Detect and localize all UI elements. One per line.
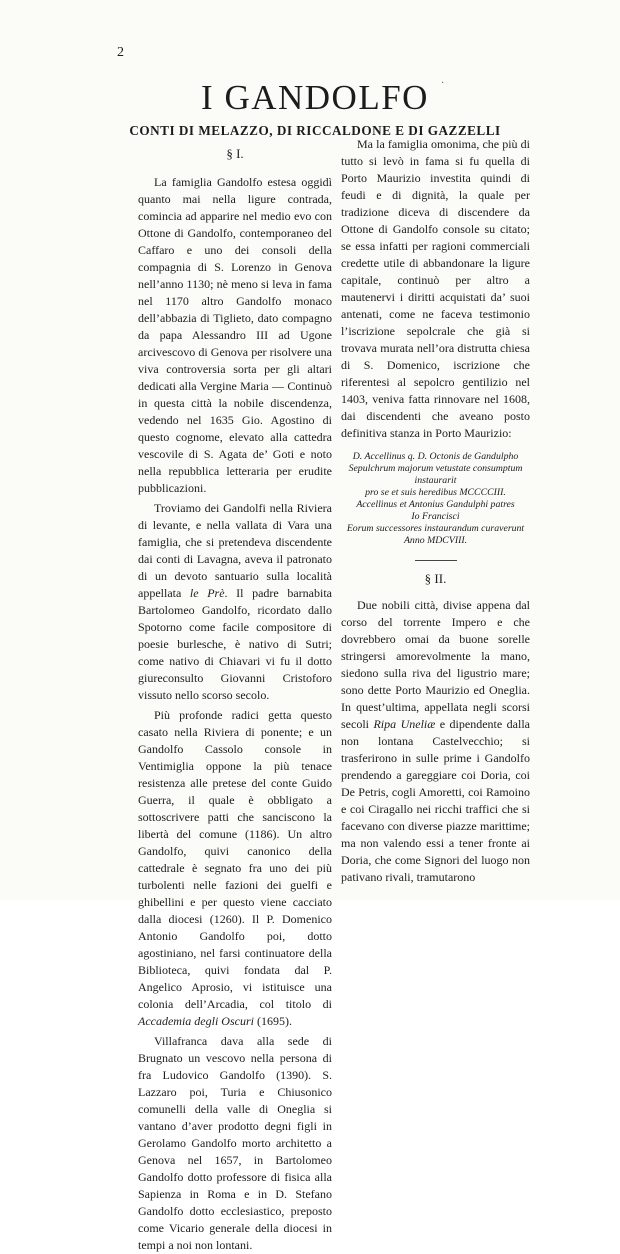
paragraph-2-text-b: . Il padre barnabita Bartolomeo Gandolfo, ricordato dallo Spotorno come facile compositore di poesie burlesche, è nativo di Sutri; come nativo di Chiavari vi fu il dotto giureconsulto Giovanni Cristoforo vissuto nello scorso secolo. [138, 586, 332, 702]
right-column [341, 136, 530, 886]
inscription-line: Io Francisci [411, 511, 460, 522]
paragraph-2 [138, 500, 332, 704]
inscription-line: D. Accellinus q. D. Octonis de Gandulpho [352, 451, 519, 462]
paragraph-2-text-a: Troviamo dei Gandolfi nella Riviera di levante, e nella vallata di Vara una famiglia, che si pretendeva discendente dai conti di Lavagna, aveva il patronato di un devoto santuario sulla località appellata [138, 501, 332, 600]
printing-speck: · [441, 78, 445, 89]
paragraph-5: Ma la famiglia omonima, che più di tutto si levò in fama si fu quella di Porto Maurizio investita quindi di feudi e di dignità, la quale per tradizione diceva di discendere da Ottone di Gandolfo console su citato; se essa infatti per ragioni commerciali credette utile di abbandonare la ligure capitale, continuò per altro a mautenervi i diritti acquistati da’ suoi antenati, come ne faceva testimonio l’iscrizione sepolcrale che già si trovava murata nell’ora distrutta chiesa di S. Domenico, iscrizione che riferentesi al sepolcro gentilizio nel 1403, veniva fatta rinnovare nel 1608, dai discendenti che aveano posto definitiva stanza in Porto Maurizio: [341, 137, 530, 440]
paragraph-3-italic: Accademia degli Oscuri [138, 1014, 254, 1028]
section-1-heading: § I. [226, 146, 244, 161]
inscription-line: Eorum successores instaurandum curaverunt [346, 523, 525, 534]
section-2-heading: § II. [424, 571, 447, 586]
paragraph-3 [138, 707, 332, 1030]
subtitle: CONTI DI MELAZZO, DI RICCALDONE E DI GAZZELLI [129, 123, 501, 138]
paragraph-6-text-a: Due nobili città, divise appena dal corso del torrente Impero e che dovrebbero omai da buone sorelle stringersi amorevolmente la mano, siedono sulla riva del ligustrio mare; sono dette Porto Maurizio ed Oneglia. In quest’ultima, appellata negli scorsi secoli [341, 598, 530, 731]
paragraph-6-text-b: e dipendente dalla non lontana Castelvecchio; si trasferirono in sulle prime i Gandolfo prendendo a gareggiare coi Doria, coi De Petris, cogli Amoretti, coi Ramoino e coi Ciragallo nei ricchi traffici che si facevano con diverse piazze marittime; ma non valendo essi a tener fronte ai Doria, che come Signori del luogo non pativano rivali, tramutarono [341, 717, 530, 884]
paragraph-2-italic: le Prè [189, 586, 225, 600]
left-column [138, 136, 332, 1254]
latin-inscription [341, 451, 530, 547]
page-number: 2 [117, 45, 124, 60]
paragraph-6-italic: Ripa Uneliæ [373, 717, 436, 731]
inscription-line: Sepulchrum majorum vetustate consumptum [348, 463, 523, 474]
inscription-line: pro se et suis heredibus MCCCCIII. [365, 487, 506, 498]
inscription-line: Accellinus et Antonius Gandulphi patres [356, 499, 515, 510]
inscription-line: Anno MDCVIII. [403, 535, 468, 546]
paragraph-6 [341, 597, 530, 886]
paragraph-3-text-a: Più profonde radici getta questo casato nella Riviera di ponente; e un Gandolfo Cassolo console in Ventimiglia oppone la più tenace resistenza alle pretese del conte Guido Guerra, il quale è obbligato a sottoscrivere patti che sanciscono la libertà del comune (1186). Un altro Gandolfo, quivi canonico della cattedrale è segnato fra uno dei più turbolenti nelle fazioni dei guelfi e ghibellini e per questo viene cacciato dalla diocesi (1260). Il P. Domenico Antonio Gandolfo poi, dotto agostiniano, nel farsi continuatore della Biblioteca, quivi fondata dal P. Angelico Aprosio, vi istituisce una colonia dell’Arcadia, col titolo di [138, 708, 332, 1011]
inscription-line: instaurarit [414, 475, 457, 486]
paragraph-4: Villafranca dava alla sede di Brugnato un vescovo nella persona di fra Ludovico Gandolfo (1390). S. Lazzaro poi, Turia e Chiusonico comunelli della valle di Oneglia si vantano d’aver prodotto degni figli in Gerolamo Gandolfo morto architetto a Genova nel 1657, in Bartolomeo Gandolfo dotto professore di fisica alla Sapienza in Roma e in D. Stefano Gandolfo dotto ecclesiastico, preposto come Vicario generale della diocesi in tempi a noi non lontani. [138, 1034, 332, 1252]
paragraph-3-text-b: (1695). [253, 1014, 292, 1028]
main-title: I GANDOLFO [201, 78, 429, 117]
paragraph-1: La famiglia Gandolfo estesa oggidì quanto mai nella ligure contrada, comincia ad apparire nel medio evo con Ottone di Gandolfo, contemporaneo del Caffaro e uno dei consoli della compagnia di S. Lorenzo in Genova nell’anno 1130; nè meno si leva in fama nel 1170 altro Gandolfo monaco dell’abbazia di Tiglieto, dato compagno da papa Alessandro III ad Ugone arcivescovo di Genova per risolvere una viva controversia sorta per gli altari dedicati alla Vergine Maria — Continuò in questa città la nobile discendenza, vedendo nel 1635 Gio. Agostino di questo cognome, elevato alla cattedra vescovile di S. Agata de’ Goti e noto nella repubblica letteraria per erudite pubblicazioni. [138, 175, 332, 495]
